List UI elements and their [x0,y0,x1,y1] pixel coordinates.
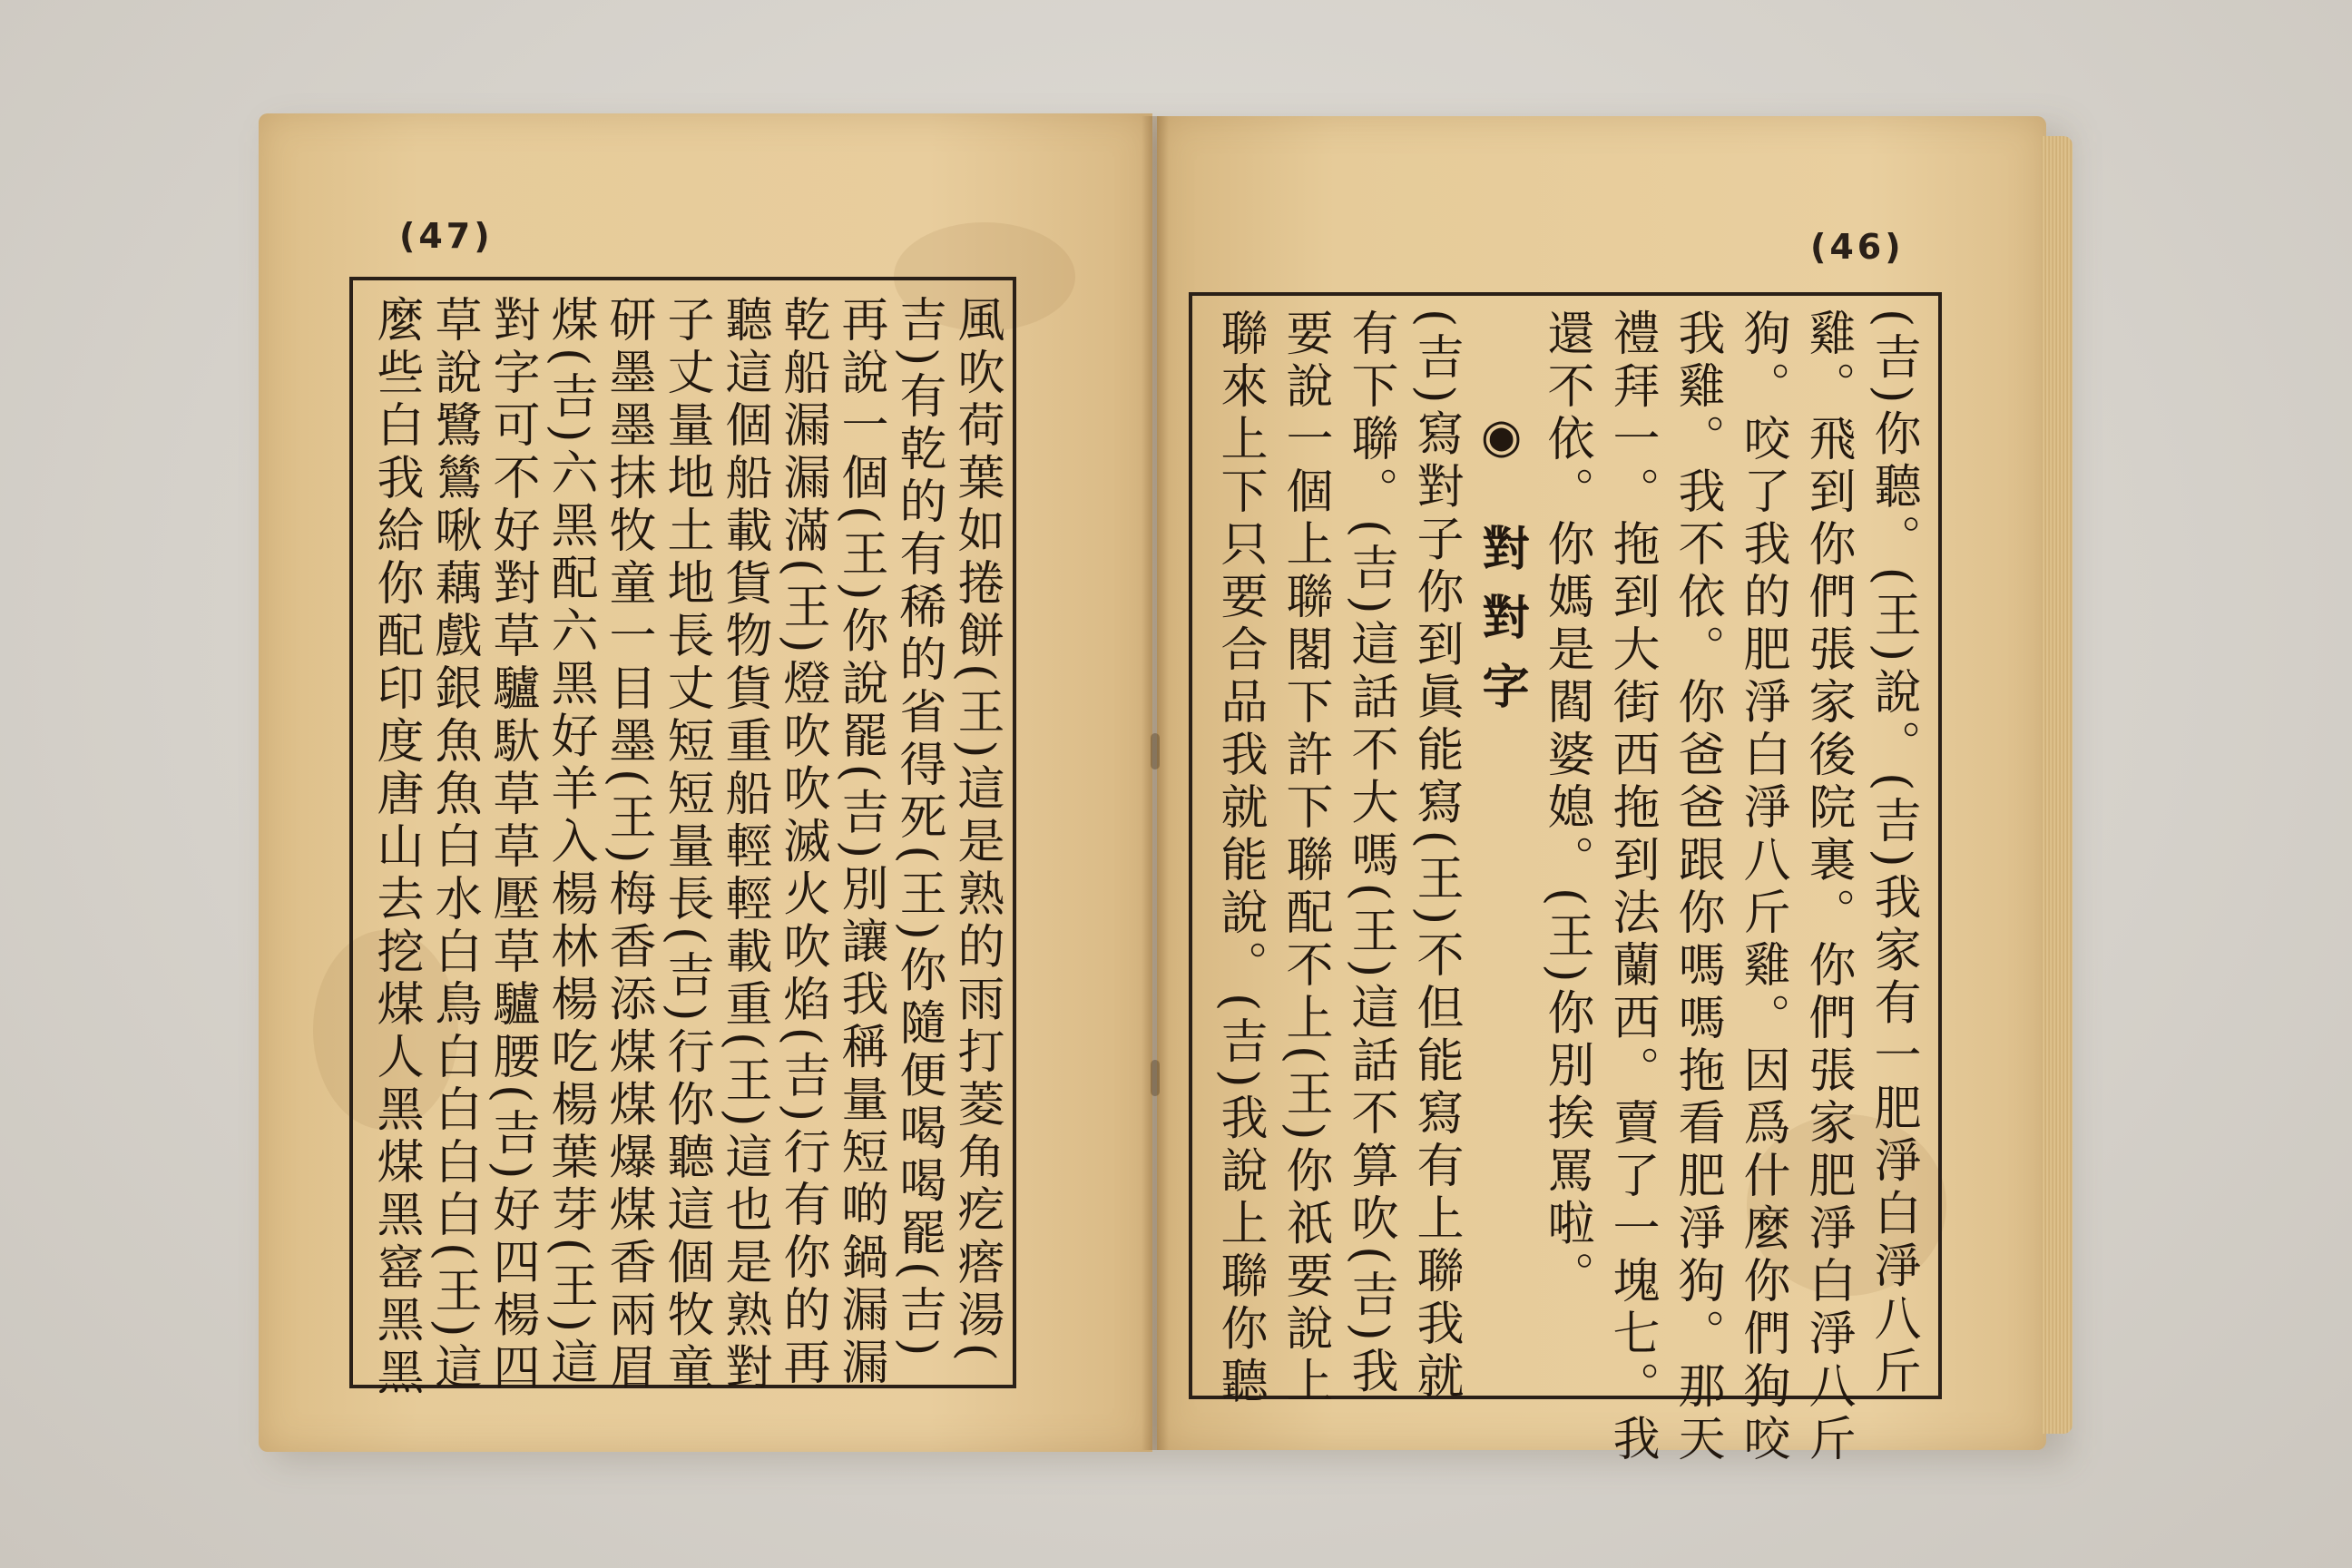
text-column: 草說鷺鷥啾藕戲銀魚魚白水白鳥白白白白(王)這 [426,295,481,1396]
section-heading: ◉ 對對字 [1474,408,1529,731]
binding-hole [1151,733,1160,769]
page-edges [2042,136,2073,1434]
page-number-46: (46) [1810,227,1905,267]
page-number-47: (47) [399,216,494,256]
text-column: (吉)寫對子你到眞能寫(王)不但能寫有上聯我就 [1408,309,1463,1405]
text-column: 還不依。你媽是閻婆媳。(王)你別挨罵啦。 [1539,309,1593,1304]
text-column: 煤(吉)六黑配六黑好羊入楊林楊吃楊葉芽(王)這 [543,295,597,1391]
text-column: 聽這個船載貨物貨重船輕輕載重(王)這也是熟對 [717,295,771,1396]
text-column: 子丈量地土地長丈短短量長(吉)行你聽這個牧童 [659,295,713,1396]
text-column: (吉)你聽。(王)說。(吉)我家有一肥淨白淨八斤 [1866,309,1920,1399]
text-column: 雞。飛到你們張家後院裏。你們張家肥淨白淨八斤 [1800,309,1855,1466]
text-column: 有下聯。(吉)這話不大嗎(王)這話不算吹(吉)我 [1343,309,1397,1399]
text-column: 對字可不好對草驢馱草草壓草驢腰(吉)好四楊四 [485,295,539,1396]
text-column: 再說一個(王)你說罷(吉)別讓我稱量短啲鍋漏漏 [833,295,887,1391]
book-spine [1142,116,1169,1450]
text-column: 禮拜一。拖到大街西拖到法蘭西。賣了一塊七。我 [1604,309,1659,1466]
binding-hole [1151,1060,1160,1096]
text-column: 聯來上下只要合品我就能說。(吉)我說上聯你聽 [1212,309,1267,1409]
text-column: 麼些白我給你配印度唐山去挖煤人黑煤黑窰黑黑 [368,295,423,1400]
text-column: 我雞。我不依。你爸爸跟你嗎嗎拖看肥淨狗。那天 [1670,309,1724,1466]
text-column: 風吹荷葉如捲餅(王)這是熟的雨打菱角疙瘩湯( [949,295,1004,1367]
text-column: 狗。咬了我的肥淨白淨八斤雞。因爲什麼你們狗咬 [1735,309,1789,1466]
text-column: 吉)有乾的有稀的省得死(王)你隨便喝喝罷(吉) [891,295,946,1362]
text-column: 乾船漏漏滿(王)燈吹吹滅火吹焰(吉)行有你的再 [775,295,829,1391]
text-column: 研墨墨抹牧童一目墨(王)梅香添煤煤爆煤香兩眉 [601,295,655,1396]
text-column: 要說一個上聯閣下許下聯配不上(王)你祇要說上 [1278,309,1332,1409]
